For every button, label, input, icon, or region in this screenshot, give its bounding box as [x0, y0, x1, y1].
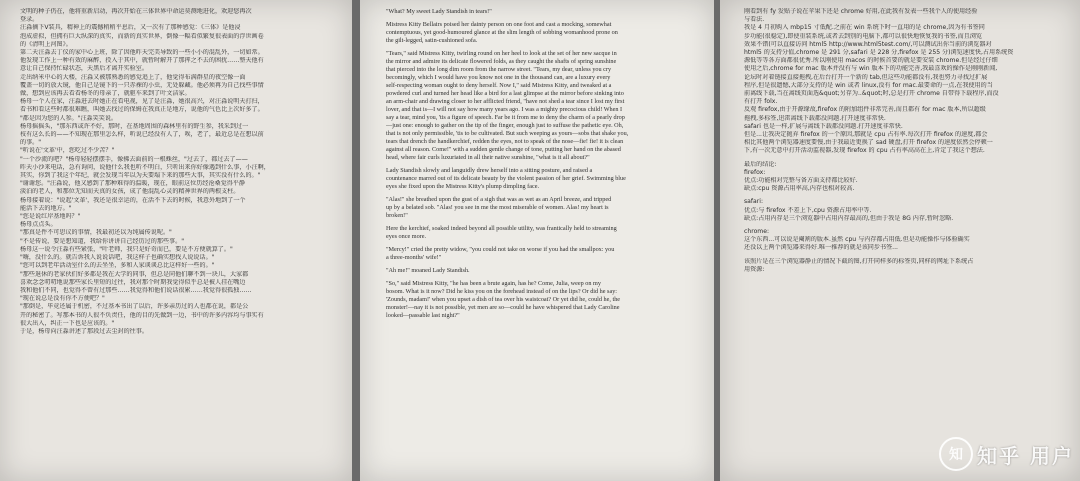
- text-line: 缺点:cpu 资源占用率高,内存也相对较高.: [744, 185, 855, 193]
- zhihu-logo-icon: 知: [939, 437, 973, 471]
- text-line: the gilt-legged, satin-cushioned sofa.: [386, 37, 478, 44]
- text-line: 反观 firefox,由于开源缘故,firefox 的附加组件非常完善,而且都有 for mac 版本,所以超级: [744, 106, 986, 114]
- text-line: "现在说总是没有你不方便吧？": [20, 295, 105, 303]
- text-line: 还没以上两个浏览器来得好.唯一推荐的就是该同步书签...: [744, 244, 898, 252]
- page-gap: [352, 0, 360, 481]
- text-line: 使用之后,chrome for mac 版本并没有与 win 版本下的功能完善,我最喜欢的操作是刚刚新闻,: [744, 65, 998, 73]
- text-line: 登录。: [20, 16, 39, 24]
- text-line: against all reason. Come!" with a sudden gentle change of tone, putting her hand on the abased: [386, 146, 621, 153]
- text-line: 走出纳米中心的大楼，汪淼又被那熟悉的感觉追上了，他觉得布满群星的夜空像一面: [20, 73, 246, 81]
- text-line: 杨母接着说："说起'文革'，我还是很幸运的，在活不下去的时候，我意外地到了一个: [20, 196, 246, 204]
- text-line: "您是说红岸基地吗？": [20, 213, 81, 221]
- text-line: head, where fair curls luxuriated in all their native sunshine, "what is it all about?": [386, 154, 590, 161]
- text-line: "谢谢您。"汪淼说，他又感到了那种难得的温暖，现在，眼前这位历经沧桑觉得平静: [20, 180, 245, 188]
- text-line: 第二天汪淼去丁仪的家中心上班，除了因他昨天完美导致的一些小小的混乱外，一切如常。: [20, 49, 264, 57]
- text-line: —just one: enough to gather on the tip of the finger, enough just to suffuse the pathetic eye. Oh,: [386, 122, 624, 129]
- text-line: 用资源:: [744, 265, 765, 273]
- text-line: 杨母摇摇头，"那东西或许不好，那时，在基地周围的森林里有的野生参，我采到过一: [20, 122, 249, 130]
- text-line: 汪淼摘下V装具，精神上的震撼稍稍平息后，又一次有了那种感觉：《三体》是他浸: [20, 24, 241, 32]
- text-line: eyes she fixed upon the Mistress Kitty's plump dimpling face.: [386, 183, 540, 190]
- text-line: "What? My sweet Lady Standish in tears!": [386, 8, 492, 15]
- text-line: 与看法.: [744, 16, 765, 24]
- text-line: 淡泊的老人，和那位无知而天真的女孩，成了他混乱心灵的精神世界的两根支柱。: [20, 188, 240, 196]
- text-line: 的事。": [20, 139, 42, 147]
- text-line: 其实，你到了我这个年纪，就会发现当年以为天要塌下来的那些大事，其实没有什么的。": [20, 172, 261, 180]
- text-line: 泡成虚拟，但拥有巨大纵深的真实，而新的真实世界，倒像一幅看似繁复很表面的浮世画卷: [20, 32, 264, 40]
- text-line: 该照片是在三个浏览器静止的情况下截的图,打开同样多的标签页,同样的网址下系统占: [744, 257, 974, 265]
- text-line: 我和他们不同，也觉得不曾有过那些……我觉得和他们说话很累……我觉得很孤独……: [20, 286, 252, 294]
- text-line: "嗨，没什么的。就告诉我人说说话吧，我这样子也确实想找人说说话。": [20, 254, 215, 262]
- text-line: the mirror and admire its delicate flowered folds, as they caught the shafts of spring sunshine: [386, 58, 617, 65]
- text-line: becomingly, which I would have you know not one in the thousand can, are a luxury every: [386, 74, 611, 81]
- text-line: 刚看到有 fy 发贴子说在苹果下还是 chrome 好用,在此我有发表一些我个人的使用经验: [744, 8, 978, 15]
- text-line: countenance marred out of its delicate beauty by the violent passion of her grief. Swimming blue: [386, 175, 626, 182]
- text-line: 的《清明上河图》。: [20, 40, 72, 48]
- text-line: safari:: [744, 198, 764, 206]
- text-line: say a tear, mind you, 'tis a figure of speech. Far be it from me to deny the charm of a pearly drop: [386, 114, 625, 121]
- text-line: lover, and that is—I will not say how many years ago. I was a mighty precocious child! When I: [386, 106, 623, 113]
- text-line: 开的秘密了。写那本书的人很不负责任，他的目的先做到一边，书中的许多内容均与事实有: [20, 311, 264, 319]
- page-right-browser-review: [720, 0, 1080, 481]
- text-line: that pierced into the long dim room from the narrow street. "Tears, my dear, unless you cry: [386, 66, 612, 73]
- text-line: 相比其他两个浏览器速度要慢,由于我最近更换了 sad 硬盘,打开 firefox 的速度依然会停顿一: [744, 139, 993, 147]
- text-line: "不是传说，要是想知道，我给你讲讲自己经历过的那些事。": [20, 237, 185, 245]
- text-line: "Ah me!" moaned Lady Standish.: [386, 267, 470, 274]
- text-line: 前离线下载,当在离线页面选&quot;另存为..&quot;时,总是打开 chrome 自带得下载程序,而没: [744, 90, 999, 98]
- text-line: 源低等等各方面都很优秀.所以刚使用 macos 的时候首要的就是要安装 chrome.但是经过仔细: [744, 57, 998, 65]
- watermark-text: 知乎 用户: [977, 443, 1074, 468]
- text-line: "Tears," said Mistress Kitty, twirling round on her heel to look at the set of her new sacque in: [386, 50, 617, 57]
- text-line: "那些退休的老家伙们好多都是我在大学的同事，但总是同他们聊不到一块儿，大家都: [20, 270, 249, 278]
- text-line: 杨母这一说令汪淼有些紧张，"叶老师，我只是好奇而已，要是不方便就算了。": [20, 245, 233, 253]
- text-line: up by a belated sob. "Alas! you see in me the most miserable of women. Alas! my heart is: [386, 204, 609, 211]
- text-line: 他发现工作上一种有效的麻醉，投入于其中，就暂时解开了那挥之不去的困扰……整天他有: [20, 57, 264, 65]
- text-line: self-respecting woman ought to deny herself. Now I," said Mistress Kitty, and tweaked at a: [386, 82, 612, 89]
- text-line: 做，想到应该再去看看杨冬的母亲了，就驱车来到了叶文洁家。: [20, 90, 191, 98]
- text-line: "一个沙流的吧？"杨母轻轻摆摆手，像拂去面前的一根蛛丝，"过去了，都过去了——: [20, 155, 248, 163]
- text-line: html5 的支持分值,chrome 是 291 分,safari 是 228 分,firefox 是 255 分)浏览速度快,占用系统资: [744, 49, 1014, 57]
- text-line: safari 也是一样,扩展与离线下载都没问题.打开速度非常快.: [744, 122, 903, 130]
- text-line: that is not only permissible, 'tis to be cultivated. But such weeping as yours—sobs that shake you,: [386, 130, 629, 137]
- text-line: looked—passable last night?": [386, 312, 460, 319]
- text-line: "Mercy!" cried the pretty widow, "you could not take on worse if you had the smallpox: you: [386, 246, 615, 253]
- text-line: Mistress Kitty Bellairs poised her dainty person on one foot and cast a mocking, somewhat: [386, 21, 612, 28]
- text-line: 有打开 folx.: [744, 98, 778, 106]
- text-line: broken!": [386, 212, 408, 219]
- text-line: 喜欢念念叨叨地说那些家长里短的过往，我对那个时期我觉得似乎总是被人挂在嘴边: [20, 278, 246, 286]
- text-line: Lady Standish slowly and languidly drew herself into a sitting posture, and raised a: [386, 167, 593, 174]
- text-line: 效果不错(可以直接访问 html5 http://www.html5test.com/,可以测试出你当前的浏览器对: [744, 40, 992, 48]
- text-line: 看书和看这些时都很难瞧，叫她去找过的保姆在我真正是地方，说他的气色比上次好多了。: [20, 106, 264, 114]
- text-line: 下,有一次无意中打开活动监视器,发现 firefox 的 cpu 占有率高高在上,肯定了我这个想法.: [744, 147, 985, 155]
- text-line: 于是，杨母向汪淼讲述了那段过去尘封的往事。: [20, 327, 148, 335]
- page-left-chinese-novel: [0, 0, 352, 481]
- text-line: "Alas!" she breathed upon the gust of a sigh that was as wet as an April breeze, and tripped: [386, 196, 612, 203]
- text-line: 文明的种子仍在，他将重新启动，再次开始在三体世界中命运莫测地进化，欢迎您再次: [20, 8, 252, 15]
- text-line: 最后的结论:: [744, 160, 777, 168]
- text-line: a three-months' wife!": [386, 254, 442, 261]
- text-line: 覆盖一切的放大镜，他自己是镜下的一只赤裸的小虫，无处躲藏。他必须再为自己找些事情: [20, 81, 264, 89]
- text-line: 论坛时对着链接直接拖拽,在后台打开一个新的 tab,但这些功能都没有,我也努力寻找过扩展: [744, 73, 988, 81]
- text-line: "那真是件不可思议的事情，我最初还以为纯属传说呢。": [20, 229, 172, 237]
- text-line: 杨母一个人在家，汪淼进去时她正在看电视，见了是汪淼，她很高兴，对汪淼说明天打扫，: [20, 98, 264, 106]
- text-line: 昨天小沙来电话，急有询问，说他什么我也听不明白，只听出来你好像遇到什么事，小汪啊，: [20, 163, 270, 171]
- text-line: 意让自己保持忙碌状态，天黑后才离开实验室。: [20, 65, 148, 73]
- text-line: 'Zounds, madam!' when you upset a dish of tea over his waistcoat? Or yet did he, could he, the: [386, 296, 621, 303]
- text-line: 杨母点点头。: [20, 221, 57, 229]
- text-line: "您可以到老年活动室什么的去坐坐，多和人家谈谈总比这样好一些的。": [20, 262, 215, 270]
- text-line: an arm-chair and drawing closer to her afflicted friend, "have not shed a tear since I lost my first: [386, 98, 625, 105]
- text-line: 优点:与 firefox 不差上下,cpu 资源占用率中等.: [744, 206, 872, 214]
- text-line: Here the kerchief, soaked indeed beyond all possible utility, was frantically held to streaming: [386, 225, 617, 232]
- text-line: 拖拽,多标签,迅雷离线下载都没问题.打开速度非常快.: [744, 114, 886, 122]
- text-line: 很大出入，纠正一下也是应该的。": [20, 319, 115, 327]
- text-line: 优点:功能相对完整与备方面支持都比较好.: [744, 177, 858, 185]
- text-line: 步功能(很稳定),即使重装系统,或者去到别的电脑下,都可以很快地恢复我的书签,而且浏览: [744, 32, 982, 40]
- text-line: monster!—nay it is not possible, yet men are so—could he have whispered that Lady Caroline: [386, 304, 620, 311]
- text-line: tears that drench the handkerchief, redden the eyes, not to speak of the nose—fie! fie! it is clean: [386, 138, 624, 145]
- text-line: 程序,但是很遗憾,大部分支持的是 win 或者 linux,没有 for mac.最要命的一点,在我使用的当: [744, 81, 993, 89]
- text-line: firefox:: [744, 168, 766, 176]
- page-middle-english-text: [360, 0, 714, 481]
- text-line: 我是 4 月初购入 mbp15 寸低配.之前在 win 系统下时一直用的是 chrome,因为有书签同: [744, 24, 985, 32]
- text-line: 这个东西...可以说是阉割的版本.虽然 cpu 与内存都占用低.但是功能操作与体验确实: [744, 236, 970, 244]
- text-line: 枝有这么长的——不知现在那里怎么样，听说已经没有人了，唉，老了，最近总是在想以前: [20, 131, 264, 139]
- text-line: 能活下去的地方。": [20, 204, 72, 212]
- text-line: 缺点:占用内存是三个浏览器中占用内存最高的,但由于我是 8G 内存,暂时忽略.: [744, 214, 954, 222]
- text-line: "So," said Mistress Kitty, "he has been a brute again, has he? Come, Julia, weep on my: [386, 280, 601, 287]
- text-line: contemptuous, yet good-humoured glance at the slim length of sobbing womanhood prone on: [386, 29, 618, 36]
- watermark: [939, 437, 1074, 471]
- text-line: powdered curl and turned her head like a bird for a last glimpse at the mirror before sinking into: [386, 90, 624, 97]
- text-line: "听说在'文革'中，您吃过不少苦？": [20, 147, 115, 155]
- text-line: "那倒是，毕竟还属于机密，不过基本书出了以后，许多亲历过的人也都在说，都是公: [20, 303, 249, 311]
- text-line: bosom. What is it now? Did he kiss you on the forehead instead of on the lips? Or did he say:: [386, 288, 618, 295]
- text-line: eyes once more.: [386, 233, 427, 240]
- text-line: 但是...让我决定抛弃 firefox 的一个原因,那就是 cpu 占有率.每次打开 firefox 的速度,都会: [744, 131, 988, 139]
- text-line: chrome:: [744, 228, 770, 236]
- text-line: "都是因为您的人参。"汪淼笑笑说。: [20, 114, 118, 122]
